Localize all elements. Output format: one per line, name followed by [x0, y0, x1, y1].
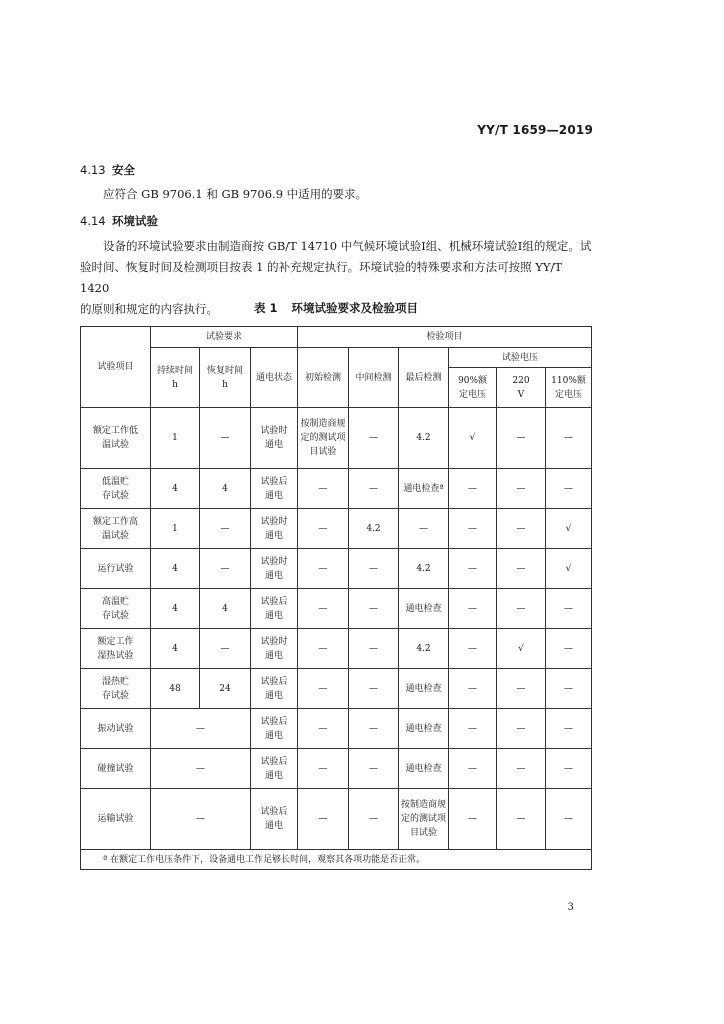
table-row	[81, 509, 592, 549]
initial-check-cell: —	[298, 469, 349, 509]
power-state-cell: 试验后 通电	[251, 669, 298, 709]
duration-cell: 4	[151, 629, 200, 669]
col-header-requirements: 试验要求	[151, 327, 298, 348]
table-title: 环境试验要求及检验项目	[291, 301, 418, 315]
table-row	[81, 749, 592, 789]
power-state-cell: 试验时 通电	[251, 408, 298, 469]
table-row	[81, 789, 592, 850]
voltage-220-cell: —	[497, 789, 546, 850]
final-check-cell: 通电检查	[399, 589, 449, 629]
table-row	[81, 669, 592, 709]
section-number: 4.13	[80, 163, 106, 177]
duration-cell: 4	[151, 589, 200, 629]
voltage-90-cell: √	[449, 408, 497, 469]
recovery-cell: 4	[200, 589, 251, 629]
col-header-item: 试验项目	[81, 327, 151, 408]
voltage-220-cell: —	[497, 669, 546, 709]
table-caption	[80, 300, 592, 316]
col-header-power-state: 通电状态	[251, 348, 298, 408]
test-item-cell: 湿热贮 存试验	[81, 669, 151, 709]
section-number: 4.14	[80, 214, 106, 228]
middle-check-cell: —	[349, 589, 399, 629]
col-header-initial: 初始检测	[298, 348, 349, 408]
duration-cell: 4	[151, 469, 200, 509]
test-item-cell: 振动试验	[81, 709, 151, 749]
col-header-inspection: 检验项目	[298, 327, 592, 348]
recovery-cell: —	[200, 408, 251, 469]
section-4-13-heading	[80, 162, 135, 178]
voltage-110-cell: —	[546, 749, 592, 789]
voltage-90-cell: —	[449, 669, 497, 709]
recovery-cell: —	[200, 549, 251, 589]
section-4-14-heading	[80, 213, 158, 229]
recovery-cell: —	[200, 509, 251, 549]
voltage-220-cell: —	[497, 749, 546, 789]
standard-code-header: YY/T 1659—2019	[477, 123, 593, 137]
voltage-90-cell: —	[449, 589, 497, 629]
test-item-cell: 碰撞试验	[81, 749, 151, 789]
col-header-v90: 90%额 定电压	[449, 368, 497, 408]
initial-check-cell: —	[298, 709, 349, 749]
table-footnote: ª 在额定工作电压条件下，设备通电工作足够长时间，观察其各项功能是否正常。	[81, 850, 592, 870]
final-check-cell: 4.2	[399, 629, 449, 669]
section-title: 安全	[112, 163, 135, 177]
voltage-90-cell: —	[449, 549, 497, 589]
voltage-220-cell: —	[497, 589, 546, 629]
power-state-cell: 试验后 通电	[251, 589, 298, 629]
middle-check-cell: —	[349, 669, 399, 709]
environment-test-table	[80, 326, 592, 870]
middle-check-cell: —	[349, 469, 399, 509]
voltage-90-cell: —	[449, 789, 497, 850]
power-state-cell: 试验后 通电	[251, 789, 298, 850]
final-check-cell: 通电检查	[399, 669, 449, 709]
col-header-v110: 110%额 定电压	[546, 368, 592, 408]
voltage-90-cell: —	[449, 749, 497, 789]
col-header-recovery: 恢复时间 h	[200, 348, 251, 408]
voltage-110-cell: √	[546, 509, 592, 549]
col-header-duration: 持续时间 h	[151, 348, 200, 408]
paragraph-line: 的原则和规定的内容执行。	[80, 302, 218, 316]
voltage-220-cell: √	[497, 629, 546, 669]
initial-check-cell: —	[298, 789, 349, 850]
table-row	[81, 408, 592, 469]
voltage-90-cell: —	[449, 469, 497, 509]
col-header-final: 最后检测	[399, 348, 449, 408]
test-item-cell: 额定工作高 温试验	[81, 509, 151, 549]
table-number: 表 1	[253, 301, 278, 315]
initial-check-cell: —	[298, 509, 349, 549]
middle-check-cell: —	[349, 549, 399, 589]
section-title: 环境试验	[112, 214, 158, 228]
final-check-cell: 通电检查	[399, 749, 449, 789]
duration-recovery-cell: —	[151, 749, 251, 789]
duration-cell: 48	[151, 669, 200, 709]
voltage-110-cell: —	[546, 589, 592, 629]
section-4-13-text: 应符合 GB 9706.1 和 GB 9706.9 中适用的要求。	[103, 187, 368, 201]
power-state-cell: 试验后 通电	[251, 709, 298, 749]
voltage-110-cell: —	[546, 669, 592, 709]
recovery-cell: 4	[200, 469, 251, 509]
initial-check-cell: —	[298, 629, 349, 669]
duration-recovery-cell: —	[151, 789, 251, 850]
initial-check-cell: —	[298, 749, 349, 789]
test-item-cell: 低温贮 存试验	[81, 469, 151, 509]
table-row	[81, 709, 592, 749]
voltage-110-cell: √	[546, 549, 592, 589]
power-state-cell: 试验后 通电	[251, 469, 298, 509]
voltage-110-cell: —	[546, 408, 592, 469]
table-row	[81, 589, 592, 629]
voltage-90-cell: —	[449, 509, 497, 549]
page-number: 3	[567, 902, 574, 913]
voltage-110-cell: —	[546, 709, 592, 749]
power-state-cell: 试验时 通电	[251, 629, 298, 669]
final-check-cell: —	[399, 509, 449, 549]
voltage-90-cell: —	[449, 629, 497, 669]
duration-cell: 1	[151, 509, 200, 549]
middle-check-cell: —	[349, 709, 399, 749]
table-row	[81, 549, 592, 589]
voltage-220-cell: —	[497, 408, 546, 469]
paragraph-line: 验时间、恢复时间及检测项目按表 1 的补充规定执行。环境试验的特殊要求和方法可按照 YY/T 1420	[80, 260, 563, 295]
recovery-cell: 24	[200, 669, 251, 709]
voltage-220-cell: —	[497, 709, 546, 749]
duration-cell: 4	[151, 549, 200, 589]
middle-check-cell: —	[349, 749, 399, 789]
voltage-110-cell: —	[546, 629, 592, 669]
duration-cell: 1	[151, 408, 200, 469]
power-state-cell: 试验后 通电	[251, 749, 298, 789]
voltage-110-cell: —	[546, 789, 592, 850]
final-check-cell: 通电检查ª	[399, 469, 449, 509]
voltage-220-cell: —	[497, 509, 546, 549]
table-row	[81, 629, 592, 669]
final-check-cell: 4.2	[399, 549, 449, 589]
initial-check-cell: —	[298, 669, 349, 709]
final-check-cell: 通电检查	[399, 709, 449, 749]
test-item-cell: 高温贮 存试验	[81, 589, 151, 629]
voltage-220-cell: —	[497, 469, 546, 509]
middle-check-cell: —	[349, 789, 399, 850]
voltage-220-cell: —	[497, 549, 546, 589]
col-header-middle: 中间检测	[349, 348, 399, 408]
table-body	[81, 408, 592, 850]
middle-check-cell: —	[349, 629, 399, 669]
power-state-cell: 试验时 通电	[251, 509, 298, 549]
power-state-cell: 试验时 通电	[251, 549, 298, 589]
initial-check-cell: —	[298, 589, 349, 629]
middle-check-cell: —	[349, 408, 399, 469]
test-item-cell: 额定工作低 温试验	[81, 408, 151, 469]
test-item-cell: 额定工作 湿热试验	[81, 629, 151, 669]
col-header-v220: 220 V	[497, 368, 546, 408]
recovery-cell: —	[200, 629, 251, 669]
voltage-110-cell: —	[546, 469, 592, 509]
final-check-cell: 4.2	[399, 408, 449, 469]
initial-check-cell: 按制造商规 定的测试项 目试验	[298, 408, 349, 469]
test-item-cell: 运行试验	[81, 549, 151, 589]
final-check-cell: 按制造商规 定的测试项 目试验	[399, 789, 449, 850]
voltage-90-cell: —	[449, 709, 497, 749]
initial-check-cell: —	[298, 549, 349, 589]
table-row	[81, 469, 592, 509]
paragraph-line: 设备的环境试验要求由制造商按 GB/T 14710 中气候环境试验Ⅰ组、机械环境试验Ⅰ组的规定。试	[103, 239, 592, 253]
test-item-cell: 运输试验	[81, 789, 151, 850]
duration-recovery-cell: —	[151, 709, 251, 749]
col-header-voltage: 试验电压	[449, 348, 592, 368]
middle-check-cell: 4.2	[349, 509, 399, 549]
